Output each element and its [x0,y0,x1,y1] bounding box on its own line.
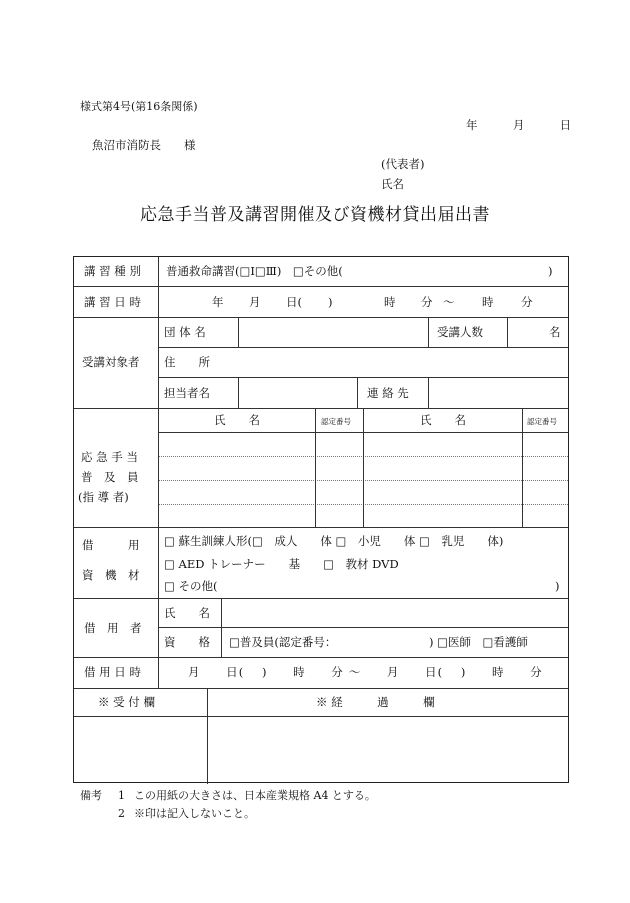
representative-label: (代表者) [381,157,425,171]
target-label: 受講対象者 [82,355,140,369]
date-day-label: 日 [559,118,572,132]
borrower-qualification-options-2[interactable]: ) □医師 □看護師 [429,635,528,649]
instructor-label-line1: 応 急 手 当 [81,450,138,464]
course-date-hour2: 時 [482,295,494,309]
instructor-name-header: 氏 名 [214,413,260,427]
course-date-close: ) [328,295,333,309]
date-line [466,118,571,132]
course-date-minute: 分 [421,295,433,309]
equipment-label-line2: 資 機 材 [82,568,140,582]
reception-header: ※ 受 付 欄 [98,695,155,709]
note-2: ※印は記入しないこと。 [134,807,255,820]
group-name-label: 団 体 名 [164,325,206,339]
course-date-month: 月 [249,295,261,309]
equipment-other-option[interactable]: □ その他( [164,579,218,593]
recipient: 魚沼市消防長 様 [92,138,196,152]
date-year-label: 年 [466,118,478,132]
borrower-name-field[interactable] [229,606,559,620]
form-table [73,256,569,783]
borrow-period-fields[interactable]: 月 日( ) 時 分 ～ 月 日( ) 時 分 [188,665,543,679]
contact-label: 連 絡 先 [367,386,409,400]
course-date-year: 年 [212,295,224,309]
progress-cell [208,717,568,783]
equipment-label-line1: 借 用 [82,538,140,552]
participants-label: 受講人数 [437,325,483,339]
borrower-qualification-label: 資 格 [164,635,210,649]
notes-heading: 備考 [80,789,102,802]
name-label: 氏名 [381,177,404,191]
participants-unit: 名 [549,325,561,339]
reception-cell [74,717,207,783]
borrower-name-label: 氏 名 [164,606,210,620]
borrower-label: 借 用 者 [84,621,142,635]
group-name-field[interactable] [244,325,424,339]
address-label: 住 所 [164,355,210,369]
course-type-close: ) [548,264,553,278]
note-1: この用紙の大きさは、日本産業規格 A4 とする。 [134,789,376,802]
course-type-label: 講 習 種 別 [84,264,141,278]
course-date-label: 講 習 日 時 [84,295,141,309]
borrower-qualification-options[interactable]: □普及員(認定番号： [229,635,337,649]
progress-header: ※ 経 過 欄 [316,695,435,709]
course-type-options[interactable]: 普通救命講習(□Ⅰ□Ⅲ) □その他( [166,264,343,278]
form-number: 様式第4号(第16条関係) [80,100,198,113]
instructor-name-header-2: 氏 名 [420,413,466,427]
course-date-minute2: 分 [521,295,533,309]
course-date-tilde: ～ [443,295,455,309]
contact-person-label: 担当者名 [164,386,210,400]
course-date-hour: 時 [384,295,396,309]
instructor-label-line2: 普 及 員 [81,470,139,484]
date-month-label: 月 [512,118,525,132]
instructor-cert-header-2: 認定番号 [527,417,557,426]
equipment-manikin-option[interactable]: □ 蘇生訓練人形(□ 成人 体 □ 小児 体 □ 乳児 体) [164,534,504,548]
equipment-aed-option[interactable]: □ AED トレーナー 基 □ 教材 DVD [164,557,399,571]
course-date-day: 日( [286,295,302,309]
instructor-cert-header: 認定番号 [321,417,351,426]
note-2-number: 2 [118,807,125,820]
note-1-number: 1 [118,789,125,802]
instructor-label-line3: (指 導 者) [78,490,129,504]
page-title: 応急手当普及講習開催及び資機材貸出届出書 [140,205,490,225]
equipment-other-close: ) [555,579,560,593]
address-field[interactable] [244,355,554,369]
borrow-period-label: 借 用 日 時 [84,665,141,679]
